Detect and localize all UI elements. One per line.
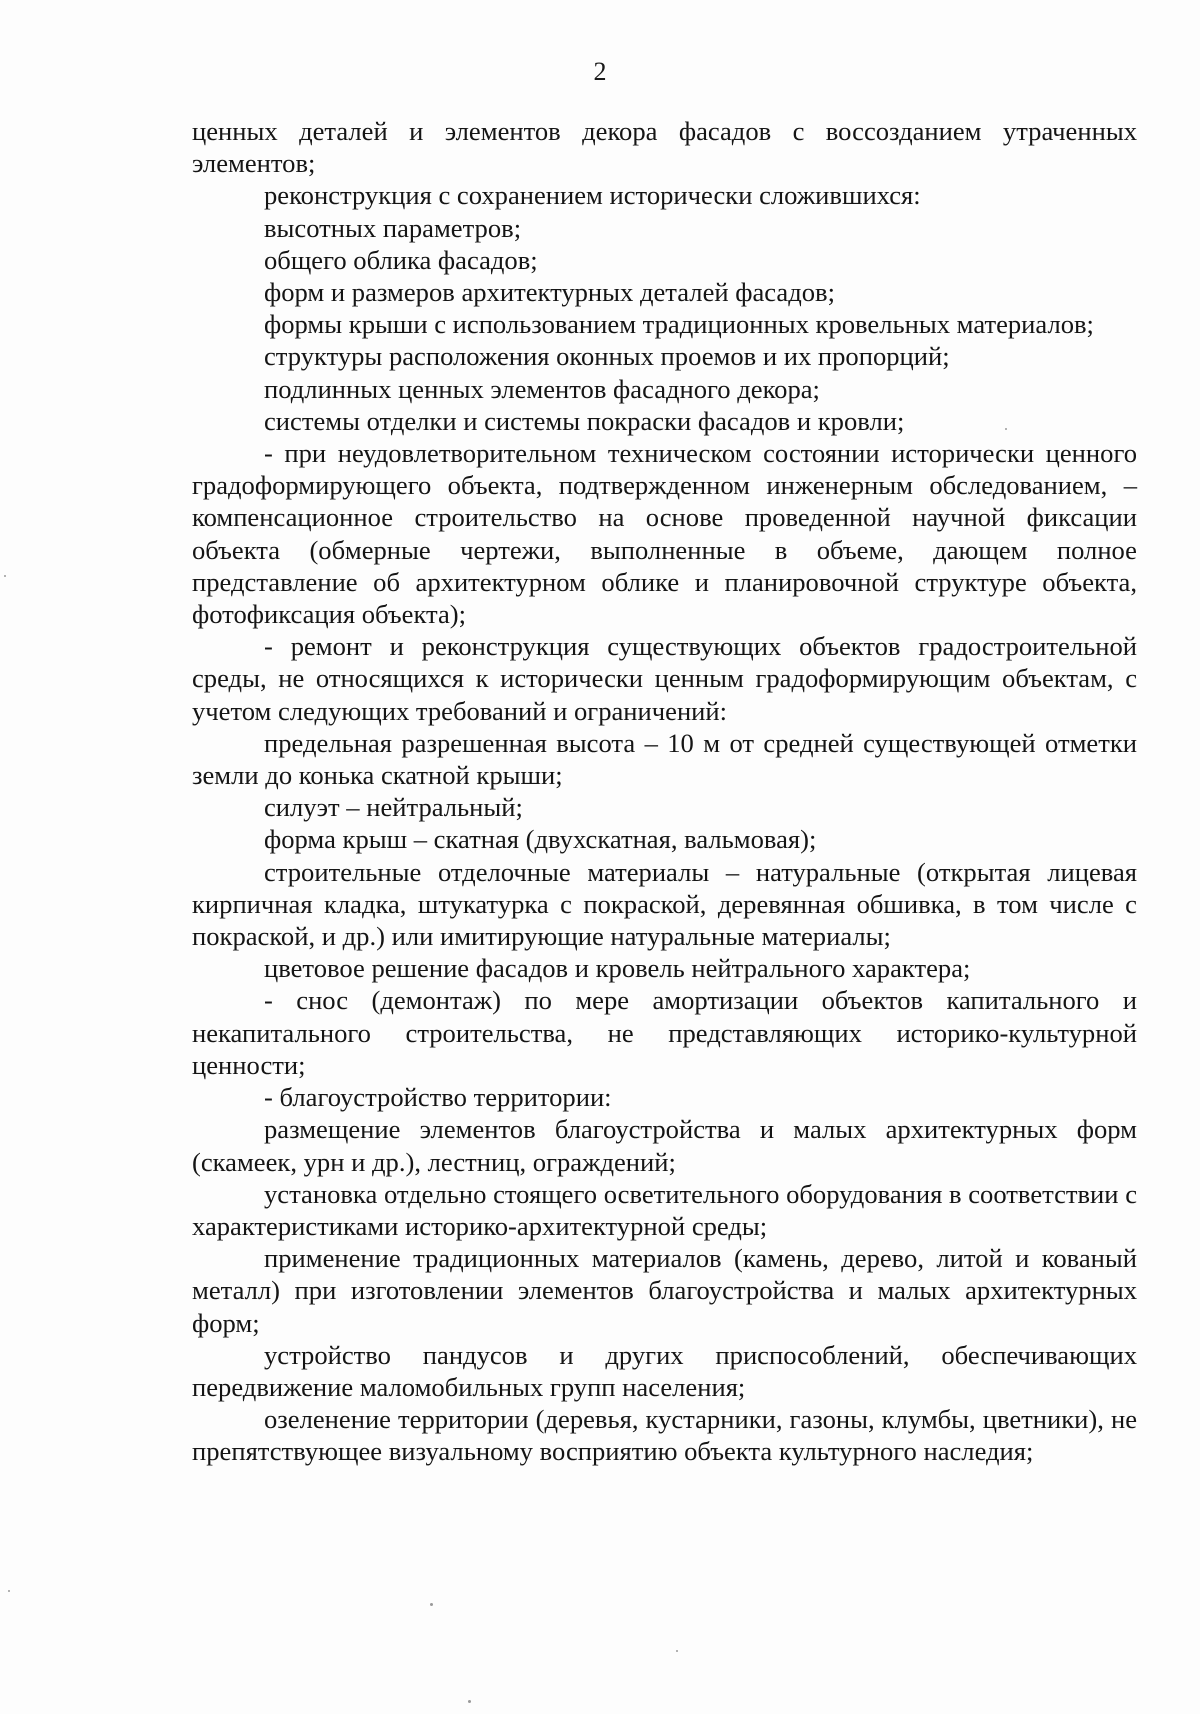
paragraph: - снос (демонтаж) по мере амортизации объектов капитального и некапитального строительства, не представляющих историко-культурной ценности; xyxy=(192,985,1137,1080)
paragraph: - при неудовлетворительном техническом состоянии исторически ценного градоформирующего объекта, подтвержденном инженерным обследованием, – компенсационное строительство на основе проведенной научной фиксации объекта (обмерные чертежи, выполненные в объеме, дающем полное представление об архитектурном облике и планировочной структуре объекта, фотофиксация объекта); xyxy=(192,438,1137,630)
paragraph: - благоустройство территории: xyxy=(264,1082,612,1113)
paragraph: силуэт – нейтральный; xyxy=(264,792,523,823)
paragraph: подлинных ценных элементов фасадного декора; xyxy=(264,373,820,404)
paragraph: озеленение территории (деревья, кустарники, газоны, клумбы, цветники), не препятствующее визуальному восприятию объекта культурного наследия; xyxy=(192,1404,1137,1467)
paragraph: строительные отделочные материалы – натуральные (открытая лицевая кирпичная кладка, штукатурка с покраской, деревянная обшивка, в том числе с покраской, и др.) или имитирующие натуральные материалы; xyxy=(192,856,1137,952)
scan-speck xyxy=(8,1590,10,1592)
paragraph: устройство пандусов и других приспособлений, обеспечивающих передвижение маломобильных групп населения; xyxy=(192,1339,1137,1402)
scan-speck xyxy=(676,1650,678,1652)
paragraph: форма крыш – скатная (двухскатная, вальмовая); xyxy=(264,824,817,855)
paragraph: ценных деталей и элементов декора фасадов с воссозданием утраченных элементов; xyxy=(192,116,1137,179)
paragraph: системы отделки и системы покраски фасадов и кровли; xyxy=(264,405,905,436)
paragraph: формы крыши с использованием традиционных кровельных материалов; xyxy=(264,309,1094,340)
scan-speck xyxy=(430,1603,433,1606)
paragraph: применение традиционных материалов (камень, дерево, литой и кованый металл) при изготовлении элементов благоустройства и малых архитектурных форм; xyxy=(192,1243,1137,1338)
document-body xyxy=(192,115,1137,1468)
scan-speck xyxy=(1005,428,1007,430)
paragraph: цветовое решение фасадов и кровель нейтрального характера; xyxy=(264,953,971,984)
paragraph: структуры расположения оконных проемов и их пропорций; xyxy=(264,341,950,372)
page-number: 2 xyxy=(593,57,607,86)
paragraph: форм и размеров архитектурных деталей фасадов; xyxy=(264,277,835,308)
scan-speck xyxy=(468,1700,471,1703)
paragraph: высотных параметров; xyxy=(264,212,522,243)
paragraph: размещение элементов благоустройства и малых архитектурных форм (скамеек, урн и др.), лестниц, ограждений; xyxy=(192,1114,1137,1177)
scan-speck xyxy=(4,575,6,577)
paragraph: реконструкция с сохранением исторически сложившихся: xyxy=(264,180,921,211)
paragraph: общего облика фасадов; xyxy=(264,244,538,275)
paragraph: установка отдельно стоящего осветительного оборудования в соответствии с характеристиками историко-архитектурной среды; xyxy=(192,1178,1137,1241)
paragraph: - ремонт и реконструкция существующих объектов градостроительной среды, не относящихся к исторически ценным градоформирующим объектам, с учетом следующих требований и ограничений: xyxy=(192,631,1137,726)
paragraph: предельная разрешенная высота – 10 м от средней существующей отметки земли до конька скатной крыши; xyxy=(192,727,1137,791)
